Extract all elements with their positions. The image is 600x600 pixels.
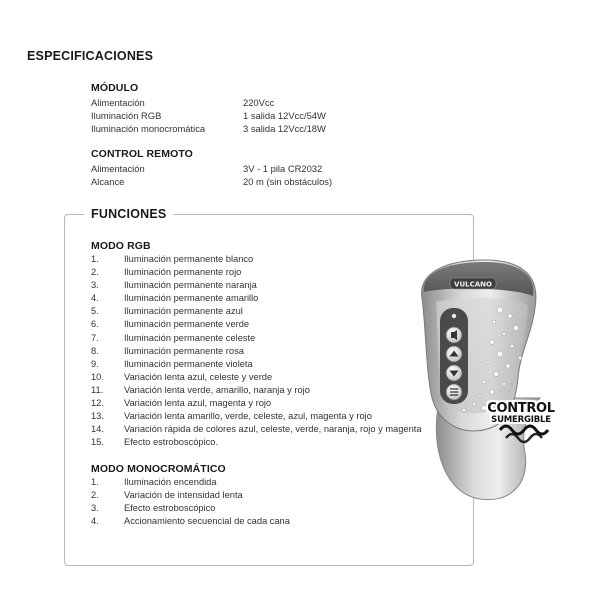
spec-value: 20 m (sin obstáculos) xyxy=(243,176,333,187)
spec-label: Iluminación RGB xyxy=(91,110,162,121)
spec-value: 3 salida 12Vcc/18W xyxy=(243,123,326,134)
badge-line2: SUMERGIBLE xyxy=(491,415,551,425)
list-item: 11. Variación lenta verde, amarillo, naranja y rojo xyxy=(91,384,310,395)
chevron-up-icon[interactable] xyxy=(446,346,462,362)
badge-line1: CONTROL xyxy=(487,401,555,416)
led-indicator xyxy=(452,314,456,318)
brand-label: VULCANO xyxy=(454,280,492,289)
sumergible-badge xyxy=(482,402,560,425)
list-item: 7. Iluminación permanente celeste xyxy=(91,332,256,343)
list-item: 4. Accionamiento secuencial de cada cana xyxy=(91,516,290,527)
spec-label: Alcance xyxy=(91,176,125,187)
spec-label: Alimentación xyxy=(91,97,145,108)
list-item: 9. Iluminación permanente violeta xyxy=(91,358,253,369)
funciones-title: FUNCIONES xyxy=(84,207,173,221)
spec-label: Iluminación monocromática xyxy=(91,123,206,134)
remote-control-image xyxy=(400,258,570,508)
list-item: 4. Iluminación permanente amarillo xyxy=(91,293,259,304)
list-item: 2. Variación de intensidad lenta xyxy=(91,490,243,501)
modulo-heading: MÓDULO xyxy=(91,82,139,94)
mode-icon[interactable] xyxy=(446,384,462,400)
list-item: 10. Variación lenta azul, celeste y verde xyxy=(91,371,273,382)
list-item: 1. Iluminación permanente blanco xyxy=(91,254,254,264)
list-item: 2. Iluminación permanente rojo xyxy=(91,267,242,278)
list-item: 8. Iluminación permanente rosa xyxy=(91,345,244,356)
spec-label: Alimentación xyxy=(91,163,145,174)
control-remoto-heading: CONTROL REMOTO xyxy=(91,148,193,160)
list-item: 3. Efecto estroboscópico xyxy=(91,503,216,514)
list-item: 12. Variación lenta azul, magenta y rojo xyxy=(91,398,272,409)
list-item: 14. Variación rápida de colores azul, celeste, verde, naranja, rojo y magenta xyxy=(91,424,422,435)
spec-value: 3V - 1 pila CR2032 xyxy=(243,163,323,174)
modo-mono-heading: MODO MONOCROMÁTICO xyxy=(91,463,226,475)
rgb-function-list xyxy=(91,253,421,449)
list-item: 15. Efecto estroboscópico. xyxy=(91,437,219,448)
spec-value: 1 salida 12Vcc/54W xyxy=(243,110,326,121)
modo-rgb-heading: MODO RGB xyxy=(91,240,151,252)
chevron-down-icon[interactable] xyxy=(446,365,462,381)
list-item: 5. Iluminación permanente azul xyxy=(91,306,243,317)
page-title: ESPECIFICACIONES xyxy=(27,49,154,63)
list-item: 13. Variación lenta amarillo, verde, celeste, azul, magenta y rojo xyxy=(91,411,372,422)
spec-value: 220Vcc xyxy=(243,97,275,108)
list-item: 1. Iluminación encendida xyxy=(91,477,217,487)
list-item: 3. Iluminación permanente naranja xyxy=(91,280,257,291)
list-item: 6. Iluminación permanente verde xyxy=(91,319,250,330)
light-bulb-icon[interactable] xyxy=(446,327,462,343)
mono-function-list xyxy=(91,476,391,528)
